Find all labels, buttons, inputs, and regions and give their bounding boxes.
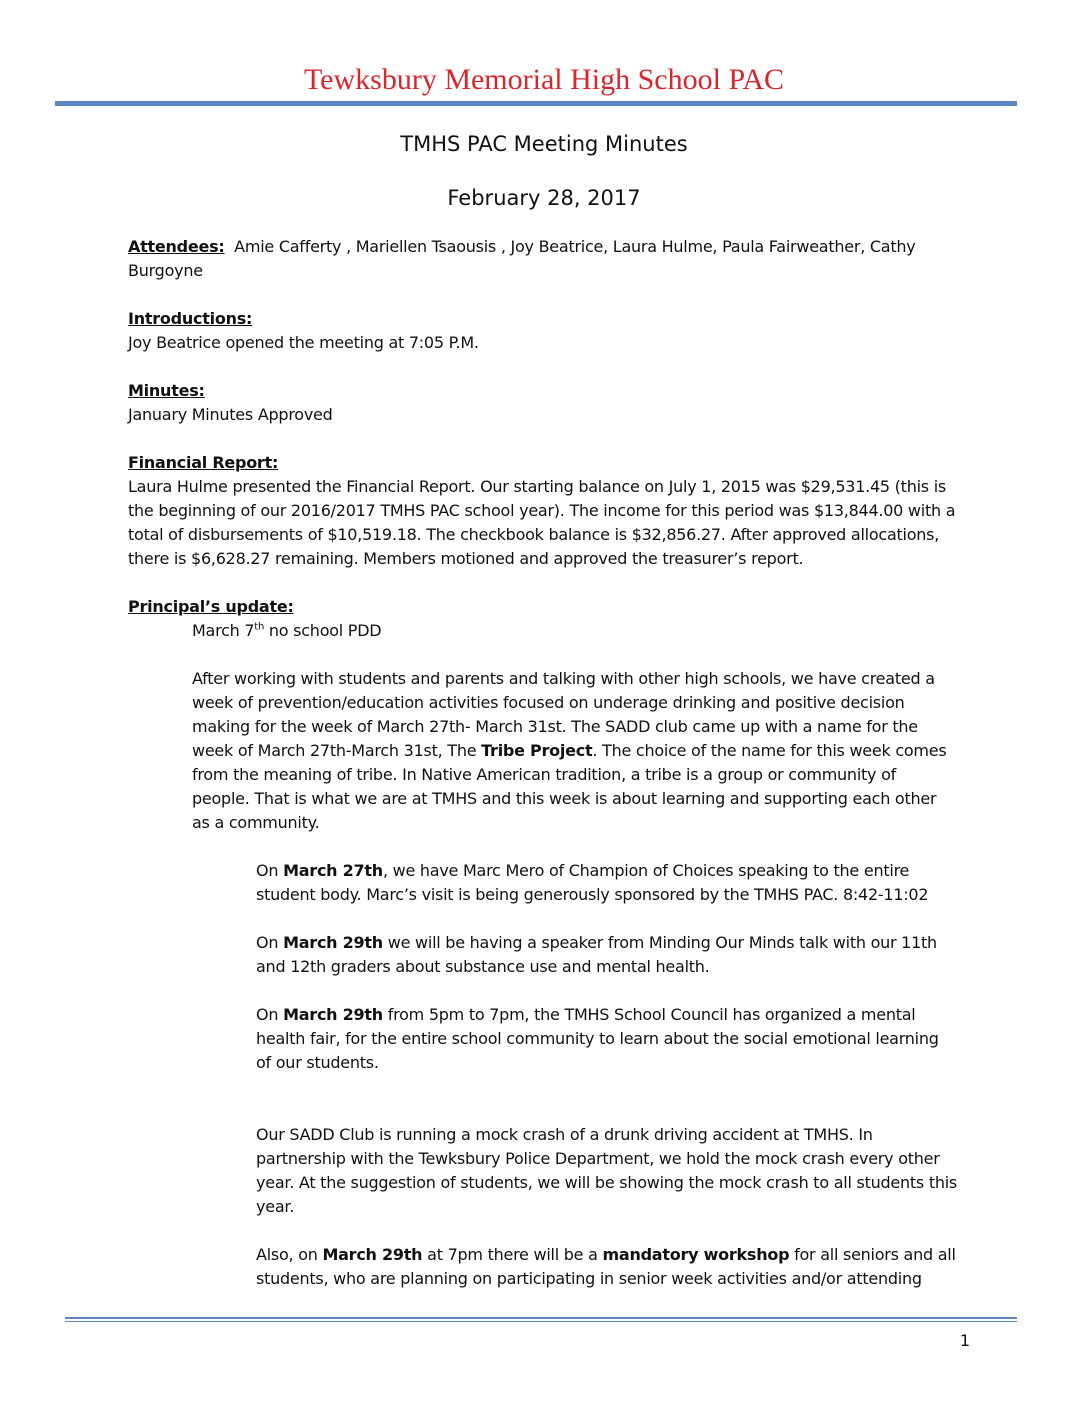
page-number: 1 bbox=[959, 1331, 970, 1350]
event-date: March 27th bbox=[283, 861, 383, 880]
school-name-header: Tewksbury Memorial High School PAC bbox=[303, 63, 785, 96]
attendees-section bbox=[128, 235, 958, 283]
principal-section bbox=[128, 595, 958, 1291]
financial-text: Laura Hulme presented the Financial Report. Our starting balance on July 1, 2015 was $29,531.45 (this is the beginning of our 2016/2017 TMHS PAC school year). The income for this period was $13,844.00 with a total of disbursements of $10,519.18. The checkbook balance is $32,856.27. After approved allocations, there is $6,628.27 remaining. Members motioned and approved the treasurer’s report. bbox=[128, 477, 956, 568]
event-date: March 29th bbox=[283, 1005, 383, 1024]
document-title: TMHS PAC Meeting Minutes bbox=[400, 132, 688, 156]
event-march-29-health-fair bbox=[256, 1003, 958, 1075]
pdd-note bbox=[192, 619, 958, 643]
attendees-list: Amie Cafferty , Mariellen Tsaousis , Joy Beatrice, Laura Hulme, Paula Fairweather, Cathy Burgoyne bbox=[128, 237, 916, 280]
financial-heading: Financial Report: bbox=[128, 453, 279, 472]
tribe-text-start: After working with students and parents and talking with other high schools, we have created a week of prevention/education activities focused on underage drinking and positive decision making for the week of March 27th- March 31st. The SADD club came up with a name for the week of March 27th-March 31st, The bbox=[192, 669, 935, 760]
workshop-label: mandatory workshop bbox=[602, 1245, 790, 1264]
event-date: March 29th bbox=[322, 1245, 423, 1264]
financial-section bbox=[128, 451, 958, 571]
event-text: we will be having a speaker from Minding Our Minds talk with our 11th and 12th graders about substance use and mental health. bbox=[256, 933, 937, 976]
event-march-29-speaker bbox=[256, 931, 958, 979]
event-text-mid: at 7pm there will be a bbox=[422, 1245, 603, 1264]
pdd-text: no school PDD bbox=[264, 621, 382, 640]
introductions-text: Joy Beatrice opened the meeting at 7:05 P.M. bbox=[128, 333, 479, 352]
pdd-date: March 7 bbox=[192, 621, 255, 640]
tribe-project-name: Tribe Project bbox=[481, 741, 593, 760]
tribe-text-end: . The choice of the name for this week comes from the meaning of tribe. In Native American tradition, a tribe is a group or community of people. That is what we are at TMHS and this week is about learning and supporting each other as a community. bbox=[192, 741, 947, 832]
event-on: On bbox=[256, 933, 284, 952]
tribe-project-paragraph bbox=[192, 667, 958, 835]
event-on: On bbox=[256, 861, 284, 880]
document-date: February 28, 2017 bbox=[447, 186, 641, 210]
event-date: March 29th bbox=[283, 933, 383, 952]
event-march-27 bbox=[256, 859, 958, 907]
minutes-heading: Minutes: bbox=[128, 381, 205, 400]
introductions-heading: Introductions: bbox=[128, 309, 253, 328]
footer-rule bbox=[65, 1317, 1017, 1319]
event-text-start: Also, on bbox=[256, 1245, 323, 1264]
event-text-end: for all seniors and all students, who are planning on participating in senior week activities and/or attending bbox=[256, 1245, 956, 1288]
minutes-section bbox=[128, 379, 958, 427]
minutes-text: January Minutes Approved bbox=[128, 405, 333, 424]
header-rule bbox=[55, 101, 1017, 106]
introductions-section bbox=[128, 307, 958, 355]
event-text: , we have Marc Mero of Champion of Choices speaking to the entire student body. Marc’s visit is being generously sponsored by the TMHS PAC. 8:42-11:02 bbox=[256, 861, 929, 904]
event-mock-crash: Our SADD Club is running a mock crash of a drunk driving accident at TMHS. In partnership with the Tewksbury Police Department, we hold the mock crash every other year. At the suggestion of students, we will be showing the mock crash to all students this year. bbox=[256, 1125, 958, 1216]
event-on: On bbox=[256, 1005, 284, 1024]
footer-rule-thin bbox=[65, 1321, 1017, 1322]
principal-heading: Principal’s update: bbox=[128, 597, 294, 616]
attendees-heading: Attendees: bbox=[128, 237, 225, 256]
pdd-date-suffix: th bbox=[254, 621, 265, 633]
minutes-body bbox=[128, 235, 958, 1291]
event-text: from 5pm to 7pm, the TMHS School Council has organized a mental health fair, for the entire school community to learn about the social emotional learning of our students. bbox=[256, 1005, 939, 1072]
event-mandatory-workshop bbox=[256, 1243, 958, 1291]
